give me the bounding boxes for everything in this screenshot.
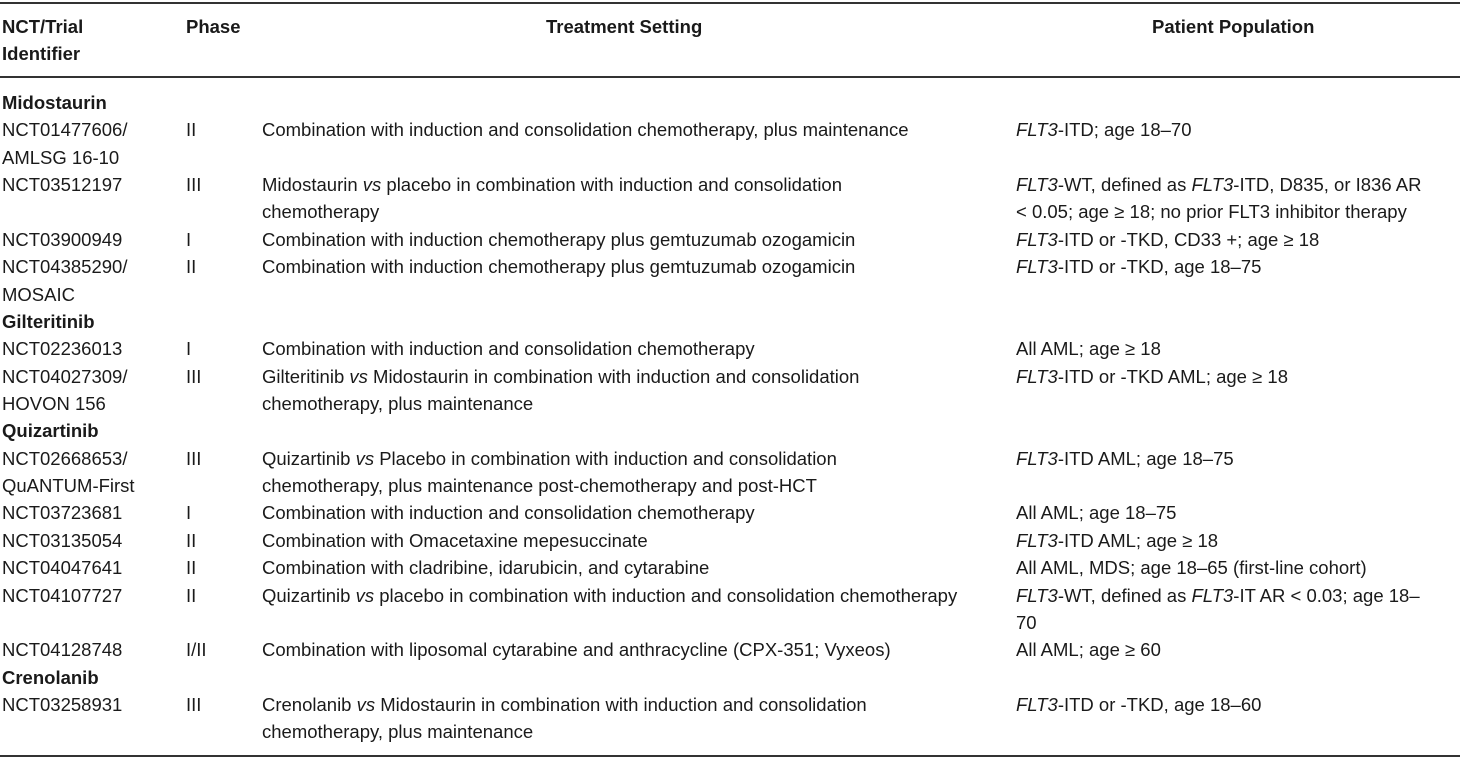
treatment-setting: Quizartinib vs Placebo in combination with induction and consolidation chemotherapy, plus maintenance post-chemotherapy and post-HCT — [262, 447, 837, 496]
trial-identifier: NCT03258931 — [2, 693, 123, 715]
treatment-setting: Combination with induction and consolidation chemotherapy — [262, 502, 755, 524]
patient-population: FLT3-ITD or -TKD, CD33 +; age ≥ 18 — [1016, 228, 1320, 250]
treatment-setting: Combination with cladribine, idarubicin, and cytarabine — [262, 557, 710, 579]
trial-phase: III — [186, 693, 202, 715]
trial-phase: III — [186, 365, 202, 387]
treatment-setting: Combination with liposomal cytarabine and anthracycline (CPX-351; Vyxeos) — [262, 639, 891, 661]
patient-population: All AML, MDS; age 18–65 (first-line cohort) — [1016, 557, 1367, 579]
drug-group-heading: Midostaurin — [2, 92, 107, 113]
table-row — [0, 445, 1460, 500]
table-row — [0, 363, 1460, 418]
table-row — [0, 554, 1460, 581]
table-body — [0, 89, 1460, 746]
treatment-setting: Combination with induction chemotherapy plus gemtuzumab ozogamicin — [262, 256, 856, 278]
trial-identifier: NCT02236013 — [2, 338, 123, 360]
treatment-setting: Gilteritinib vs Midostaurin in combination with induction and consolidation chemotherapy, plus maintenance — [262, 365, 860, 414]
patient-population: All AML; age ≥ 60 — [1016, 639, 1161, 661]
patient-population: FLT3-ITD AML; age 18–75 — [1016, 447, 1234, 469]
trial-phase: II — [186, 119, 197, 141]
patient-population: All AML; age 18–75 — [1016, 502, 1177, 524]
trial-phase: I/II — [186, 639, 207, 661]
trial-identifier: NCT03723681 — [2, 502, 123, 524]
treatment-setting: Midostaurin vs placebo in combination with induction and consolidation chemotherapy — [262, 173, 843, 223]
trial-phase: III — [186, 173, 202, 195]
trial-identifier: NCT03512197 — [2, 173, 123, 195]
trial-phase: II — [186, 584, 197, 606]
patient-population: FLT3-ITD or -TKD, age 18–60 — [1016, 693, 1262, 715]
header-identifier-line2: Identifier — [2, 43, 81, 64]
trial-identifier: NCT04047641 — [2, 557, 123, 579]
header-phase: Phase — [186, 16, 241, 37]
treatment-setting: Combination with induction and consolidation chemotherapy — [262, 338, 755, 360]
table-row — [0, 116, 1460, 171]
table-row — [0, 582, 1460, 637]
trial-identifier: NCT03900949 — [2, 228, 123, 250]
treatment-setting: Crenolanib vs Midostaurin in combination with induction and consolidation chemotherapy, plus maintenance — [262, 693, 867, 743]
drug-group-heading: Gilteritinib — [2, 310, 95, 332]
patient-population: FLT3-WT, defined as FLT3-IT AR < 0.03; age 18– 70 — [1016, 584, 1420, 633]
treatment-setting: Combination with induction chemotherapy plus gemtuzumab ozogamicin — [262, 228, 856, 250]
table-row — [0, 527, 1460, 554]
table-row — [0, 691, 1460, 746]
top-rule — [0, 2, 1460, 4]
trial-identifier: NCT01477606/ AMLSG 16-10 — [2, 119, 128, 168]
header-treatment-setting: Treatment Setting — [546, 16, 703, 37]
patient-population: FLT3-ITD AML; age ≥ 18 — [1016, 529, 1219, 551]
table-row — [0, 253, 1460, 308]
trial-phase: I — [186, 338, 192, 360]
trial-phase: I — [186, 228, 192, 250]
treatment-setting: Combination with Omacetaxine mepesuccinate — [262, 529, 648, 551]
patient-population: FLT3-ITD; age 18–70 — [1016, 119, 1192, 141]
header-identifier — [2, 13, 83, 67]
drug-group-heading: Quizartinib — [2, 420, 99, 442]
table-row — [0, 499, 1460, 526]
patient-population: FLT3-ITD or -TKD AML; age ≥ 18 — [1016, 365, 1288, 387]
treatment-setting: Combination with induction and consolidation chemotherapy, plus maintenance — [262, 119, 909, 141]
patient-population: FLT3-WT, defined as FLT3-ITD, D835, or I836 AR < 0.05; age ≥ 18; no prior FLT3 inhibitor therapy — [1016, 173, 1422, 223]
trial-identifier: NCT04027309/ HOVON 156 — [2, 365, 128, 414]
trial-phase: II — [186, 557, 197, 579]
treatment-setting: Quizartinib vs placebo in combination with induction and consolidation chemotherapy — [262, 584, 958, 606]
header-patient-population: Patient Population — [1152, 16, 1315, 37]
trial-identifier: NCT04107727 — [2, 584, 123, 606]
trial-identifier: NCT04385290/ MOSAIC — [2, 256, 128, 305]
table-row — [0, 636, 1460, 663]
table-row — [0, 171, 1460, 226]
table-row — [0, 335, 1460, 362]
bottom-rule — [0, 755, 1460, 757]
patient-population: FLT3-ITD or -TKD, age 18–75 — [1016, 256, 1262, 278]
header-rule — [0, 76, 1460, 78]
trial-identifier: NCT02668653/ QuANTUM-First — [2, 447, 135, 496]
trial-phase: III — [186, 447, 202, 469]
patient-population: All AML; age ≥ 18 — [1016, 338, 1161, 360]
table-row — [0, 226, 1460, 253]
trial-phase: II — [186, 529, 197, 551]
trial-phase: II — [186, 256, 197, 278]
drug-group-heading: Crenolanib — [2, 666, 99, 688]
header-identifier-line1: NCT/Trial — [2, 16, 84, 37]
trial-phase: I — [186, 502, 192, 524]
trial-identifier: NCT04128748 — [2, 639, 123, 661]
trial-identifier: NCT03135054 — [2, 529, 123, 551]
